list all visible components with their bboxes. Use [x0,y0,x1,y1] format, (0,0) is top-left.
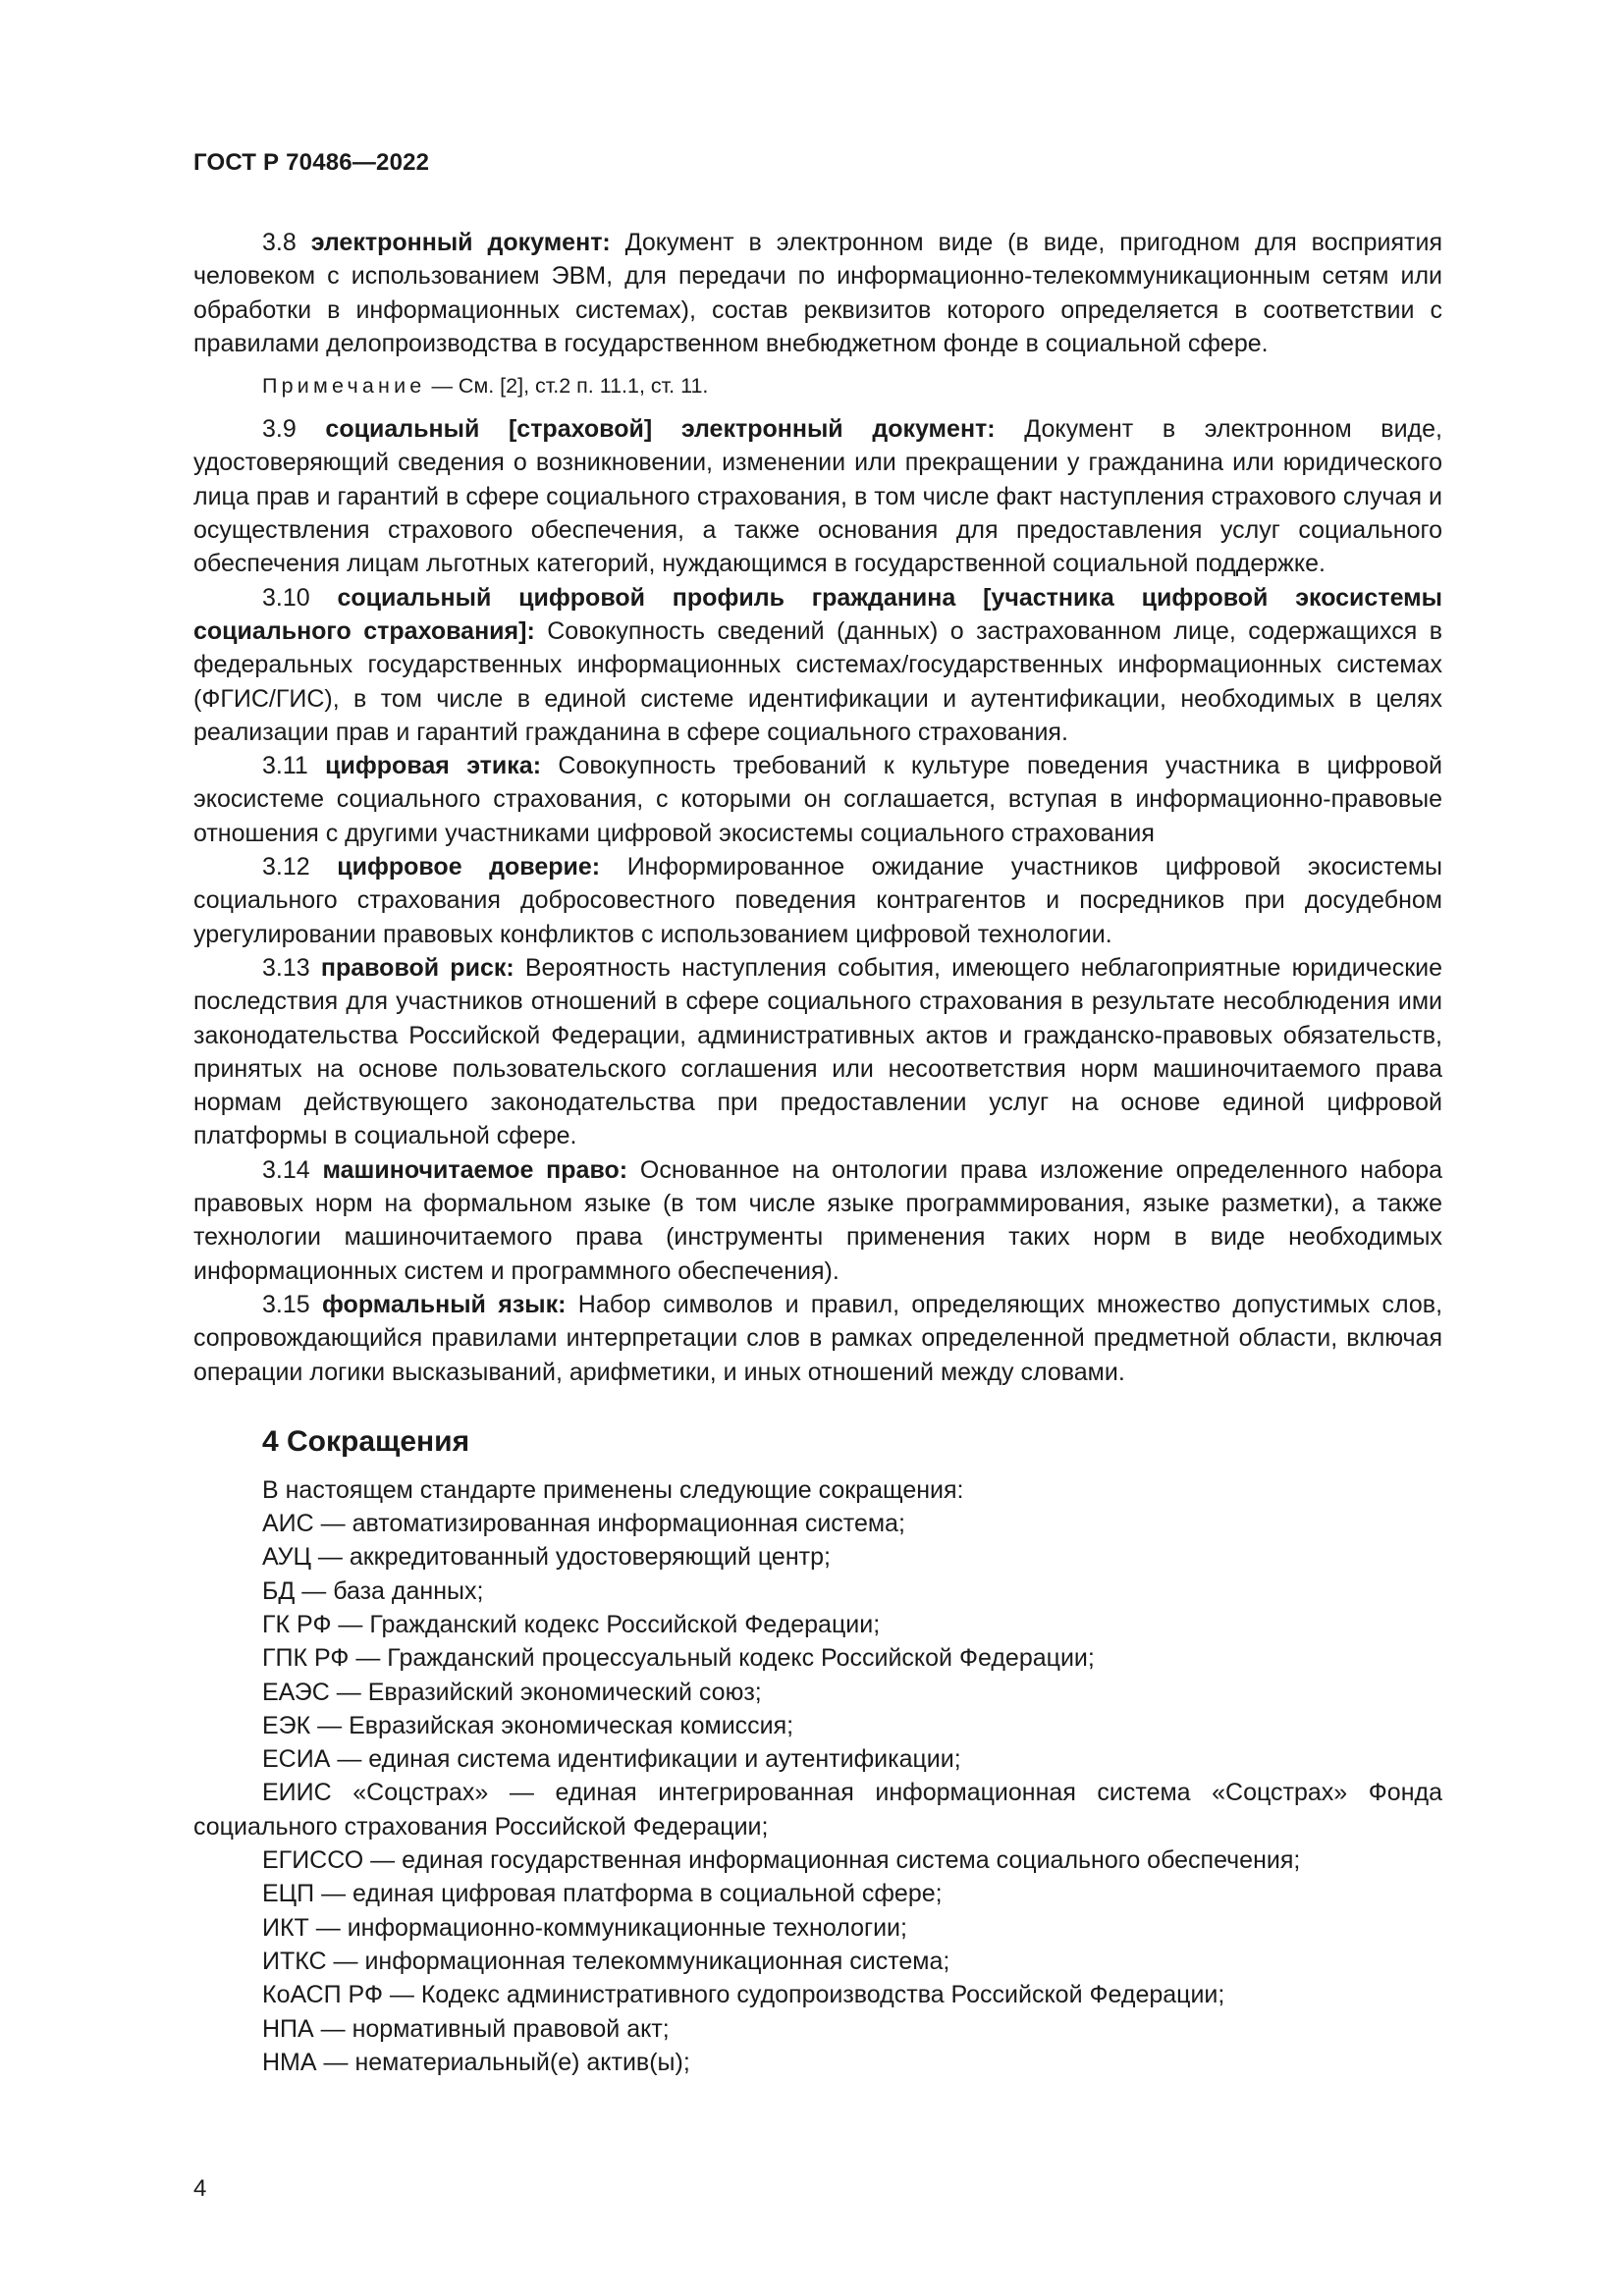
term-entry-3-14 [193,1153,1442,1288]
term-title: машиночитаемое право: [322,1155,628,1184]
page-content [193,226,1442,2079]
abbreviations-intro: В настоящем стандарте применены следующие сокращения: [262,1475,964,1504]
term-number: 3.8 [262,229,297,256]
abbreviation-item: АИС — автоматизированная информационная система; [262,1510,905,1538]
abbreviation-item: ЕИИС «Соцстрах» — единая интегрированная информационная система «Соцстрах» Фонда социального страхования Российской Федерации; [193,1779,1442,1841]
term-title: цифровая этика: [325,752,542,780]
term-definition: Совокупность требований к культуре поведения участника в цифровой экосистеме социального страхования, с которыми он соглашается, вступая в информационно-правовые отношения с другими участниками цифровой экосистемы социального страхования [193,752,1442,847]
term-number: 3.14 [262,1155,310,1184]
abbreviation-item: ЕГИССО — единая государственная информационная система социального обеспечения; [262,1846,1301,1875]
term-number: 3.12 [262,853,310,881]
abbreviation-item: НМА — нематериальный(е) актив(ы); [262,2048,690,2076]
term-entry-3-8 [193,226,1442,360]
abbreviation-item: ИТКС — информационная телекоммуникационная система; [262,1947,950,1975]
term-title: правовой риск: [320,953,514,982]
abbreviation-item: ЕЦП — единая цифровая платформа в социальной сфере; [262,1880,943,1908]
term-definition: Совокупность сведений (данных) о застрахованном лице, содержащихся в федеральных государственных информационных системах/государственных информационных системах (ФГИС/ГИС), в том числе в единой системе идентификации и аутентификации, необходимых в целях реализации прав и гарантий гражданина в сфере социального страхования. [193,616,1442,746]
term-definition: Основанное на онтологии права изложение определенного набора правовых норм на формальном языке (в том числе языке программирования, языке разметки), а также технологии машиночитаемого права (инструменты применения таких норм в виде необходимых информационных систем и программного обеспечения). [193,1155,1443,1285]
abbreviation-item: ИКТ — информационно-коммуникационные технологии; [262,1913,907,1942]
term-entry-3-15 [193,1288,1442,1389]
abbreviation-item: ЕСИА — единая система идентификации и аутентификации; [262,1745,961,1774]
note [193,369,1442,402]
term-entry-3-13 [193,951,1442,1153]
term-entry-3-11 [193,749,1442,850]
term-definition: Информированное ожидание участников цифровой экосистемы социального страхования добросовестного поведения контрагентов и посредников при досудебном урегулировании правовых конфликтов с использованием цифровой технологии. [193,853,1442,948]
term-title: электронный документ: [310,229,611,256]
term-number: 3.11 [262,752,308,780]
term-entry-3-9 [193,412,1442,580]
term-definition: Вероятность наступления события, имеющего неблагоприятные юридические последствия для участников отношений в сфере социального страхования в результате несоблюдения ими законодательства Российской Федерации, административных актов и гражданско-правовых обязательств, принятых на основе пользовательского соглашения или несоответствия норм машиночитаемого права нормам действующего законодательства при предоставлении услуг на основе единой цифровой платформы в социальной сфере. [193,953,1443,1150]
note-label: Примечание [262,374,426,399]
term-number: 3.13 [262,953,310,982]
abbreviation-item: ГПК РФ — Гражданский процессуальный кодекс Российской Федерации; [262,1644,1095,1673]
abbreviation-item: КоАСП РФ — Кодекс административного судопроизводства Российской Федерации; [262,1981,1225,2009]
abbreviation-item: ЕЭК — Евразийская экономическая комиссия; [262,1711,794,1739]
term-title: социальный цифровой профиль гражданина [участника цифровой экосистемы социального страхования]: [193,583,1442,645]
term-title: социальный [страховой] электронный документ: [325,415,996,444]
term-entry-3-10 [193,581,1442,749]
term-definition: Набор символов и правил, определяющих множество допустимых слов, сопровождающийся правилами интерпретации слов в рамках определенной предметной области, включая операции логики высказываний, арифметики, и иных отношений между словами. [193,1290,1443,1386]
abbreviation-item: БД — база данных; [262,1576,484,1605]
abbreviation-item: АУЦ — аккредитованный удостоверяющий центр; [262,1543,831,1572]
term-title: цифровое доверие: [337,853,601,881]
term-number: 3.10 [262,583,310,612]
note-text: — См. [2], ст.2 п. 11.1, ст. 11. [431,374,709,399]
term-definition: Документ в электронном виде, удостоверяющий сведения о возникновении, изменении или прекращении у гражданина или юридического лица прав и гарантий в сфере социального страхования, в том числе факт наступления страхового случая и осуществления страхового обеспечения, а также основания для предоставления услуг социального обеспечения лицам льготных категорий, нуждающимся в государственной социальной поддержке. [193,415,1442,578]
document-code-header: ГОСТ Р 70486—2022 [193,149,430,176]
abbreviation-item: ЕАЭС — Евразийский экономический союз; [262,1678,762,1706]
abbreviation-item: НПА — нормативный правовой акт; [262,2014,670,2043]
page-number: 4 [193,2175,207,2202]
term-entry-3-12 [193,850,1442,951]
term-definition: Документ в электронном виде (в виде, пригодном для восприятия человеком с использованием ЭВМ, для передачи по информационно-телекоммуникационным сетям или обработки в информационных системах), состав реквизитов которого определяется в соответствии с правилами делопроизводства в государственном внебюджетном фонде в социальной сфере. [193,229,1442,357]
term-number: 3.9 [262,415,297,444]
abbreviation-item: ГК РФ — Гражданский кодекс Российской Федерации; [262,1610,881,1638]
term-number: 3.15 [262,1290,310,1318]
section-title-abbreviations: 4 Сокращения [262,1424,470,1458]
term-title: формальный язык: [322,1290,567,1318]
